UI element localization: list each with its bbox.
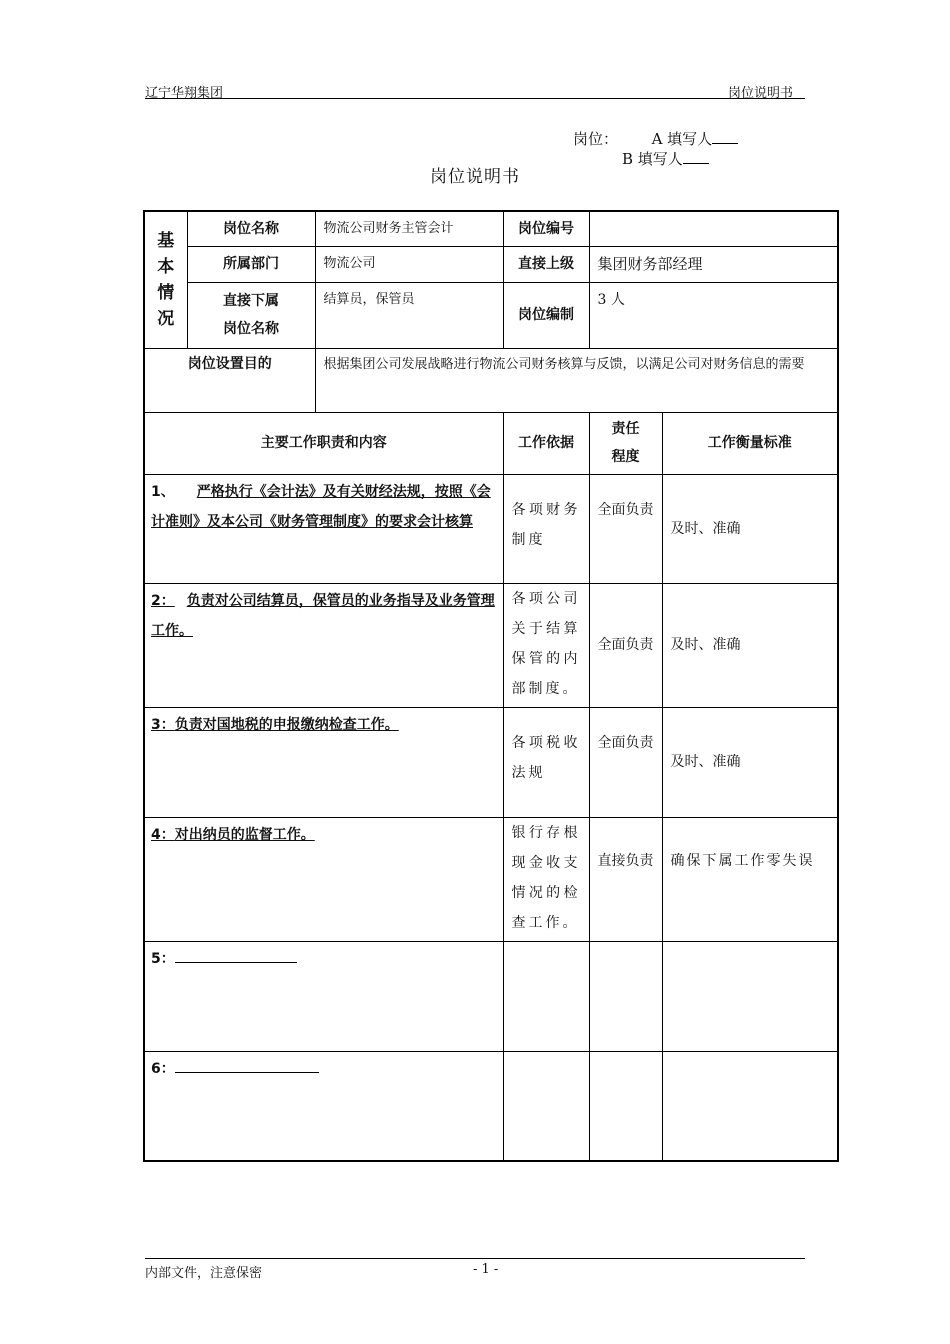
subordinate-label (187, 282, 315, 348)
duty-number: 4： (151, 826, 175, 843)
duty-standard: 及时、准确 (662, 474, 838, 583)
duty-basis[interactable] (503, 941, 589, 1051)
section-char: 况 (157, 308, 175, 329)
duties-content-header: 主要工作职责和内容 (144, 412, 503, 474)
duties-resp-header (589, 412, 662, 474)
superior-label: 直接上级 (503, 246, 589, 282)
position-name-value: 物流公司财务主管会计 (315, 211, 503, 246)
section-char: 基 (157, 230, 175, 251)
duty-responsibility[interactable] (589, 1051, 662, 1161)
duty-text: 负责对公司结算员，保管员的业务指导及业务管理工作。 (151, 592, 495, 639)
duty-standard: 及时、准确 (662, 583, 838, 707)
duty-standard: 及时、准确 (662, 707, 838, 817)
page-header (145, 82, 805, 99)
duty-row (144, 474, 838, 583)
duty-text: 严格执行《会计法》及有关财经法规，按照《会计准则》及本公司《财务管理制度》的要求会计核算 (151, 483, 491, 530)
duties-header-row (144, 412, 838, 474)
duty-responsibility[interactable] (589, 941, 662, 1051)
duty-row (144, 583, 838, 707)
duty-responsibility: 全面负责 (589, 474, 662, 583)
writer-a-blank[interactable] (712, 131, 738, 144)
row-subordinates (144, 282, 838, 348)
duty-number: 5： (151, 950, 175, 967)
section-char: 情 (157, 282, 175, 303)
duty-number: 1、 (151, 483, 175, 500)
duty-content[interactable] (144, 941, 503, 1051)
writer-b-label: B 填写人 (622, 150, 683, 168)
duty-content (144, 817, 503, 941)
duty-blank-line (175, 952, 297, 963)
resp-header-line2: 程度 (611, 449, 640, 465)
subordinate-label-line2: 岗位名称 (223, 321, 279, 337)
position-code-label: 岗位编号 (503, 211, 589, 246)
page-number: - 1 - (473, 1262, 499, 1277)
duty-text: 负责对国地税的申报缴纳检查工作。 (174, 716, 399, 733)
purpose-label: 岗位设置目的 (144, 348, 315, 412)
duty-row (144, 707, 838, 817)
duty-basis: 各项公司关于结算保管的内部制度。 (503, 583, 589, 707)
duty-row (144, 941, 838, 1051)
basic-section-label (144, 211, 187, 348)
duty-content[interactable] (144, 1051, 503, 1161)
row-purpose (144, 348, 838, 412)
duty-standard[interactable] (662, 1051, 838, 1161)
duty-responsibility: 全面负责 (589, 707, 662, 817)
duty-number: 2： (151, 592, 175, 609)
duty-standard: 确保下属工作零失误 (662, 817, 838, 941)
duty-content (144, 474, 503, 583)
company-name: 辽宁华翔集团 (145, 86, 224, 101)
duty-basis: 各项财务制度 (503, 474, 589, 583)
duty-row (144, 817, 838, 941)
duty-content (144, 583, 503, 707)
duty-blank-line (175, 1062, 319, 1073)
duty-responsibility: 直接负责 (589, 817, 662, 941)
fill-in-a (573, 128, 738, 149)
headcount-label: 岗位编制 (503, 282, 589, 348)
duty-basis[interactable] (503, 1051, 589, 1161)
duty-row (144, 1051, 838, 1161)
writer-a-label: A 填写人 (651, 130, 713, 148)
headcount-value: 3 人 (589, 282, 838, 348)
row-department (144, 246, 838, 282)
duty-basis: 银行存根现金收支情况的检查工作。 (503, 817, 589, 941)
page-footer (145, 1258, 805, 1281)
duties-standard-header: 工作衡量标准 (662, 412, 838, 474)
duties-basis-header: 工作依据 (503, 412, 589, 474)
duty-responsibility: 全面负责 (589, 583, 662, 707)
purpose-text: 根据集团公司发展战略进行物流公司财务核算与反馈，以满足公司对财务信息的需要 (315, 348, 838, 412)
row-position-name (144, 211, 838, 246)
superior-value: 集团财务部经理 (589, 246, 838, 282)
subordinate-label-line1: 直接下属 (223, 293, 279, 309)
resp-header-line1: 责任 (611, 421, 640, 437)
duty-number: 6： (151, 1060, 175, 1077)
duty-number: 3： (151, 716, 175, 733)
duty-basis: 各项税收法规 (503, 707, 589, 817)
duty-text: 对出纳员的监督工作。 (174, 826, 315, 843)
header-doc-title: 岗位说明书 (727, 86, 793, 101)
department-value: 物流公司 (315, 246, 503, 282)
position-name-label: 岗位名称 (187, 211, 315, 246)
duty-content (144, 707, 503, 817)
section-char: 本 (157, 256, 175, 277)
department-label: 所属部门 (187, 246, 315, 282)
subordinate-value: 结算员，保管员 (315, 282, 503, 348)
duty-standard[interactable] (662, 941, 838, 1051)
confidential-note: 内部文件，注意保密 (145, 1266, 263, 1281)
position-label: 岗位： (573, 130, 619, 148)
job-description-table (143, 210, 839, 1162)
page-title: 岗位说明书 (430, 167, 520, 187)
position-code-value[interactable] (589, 211, 838, 246)
